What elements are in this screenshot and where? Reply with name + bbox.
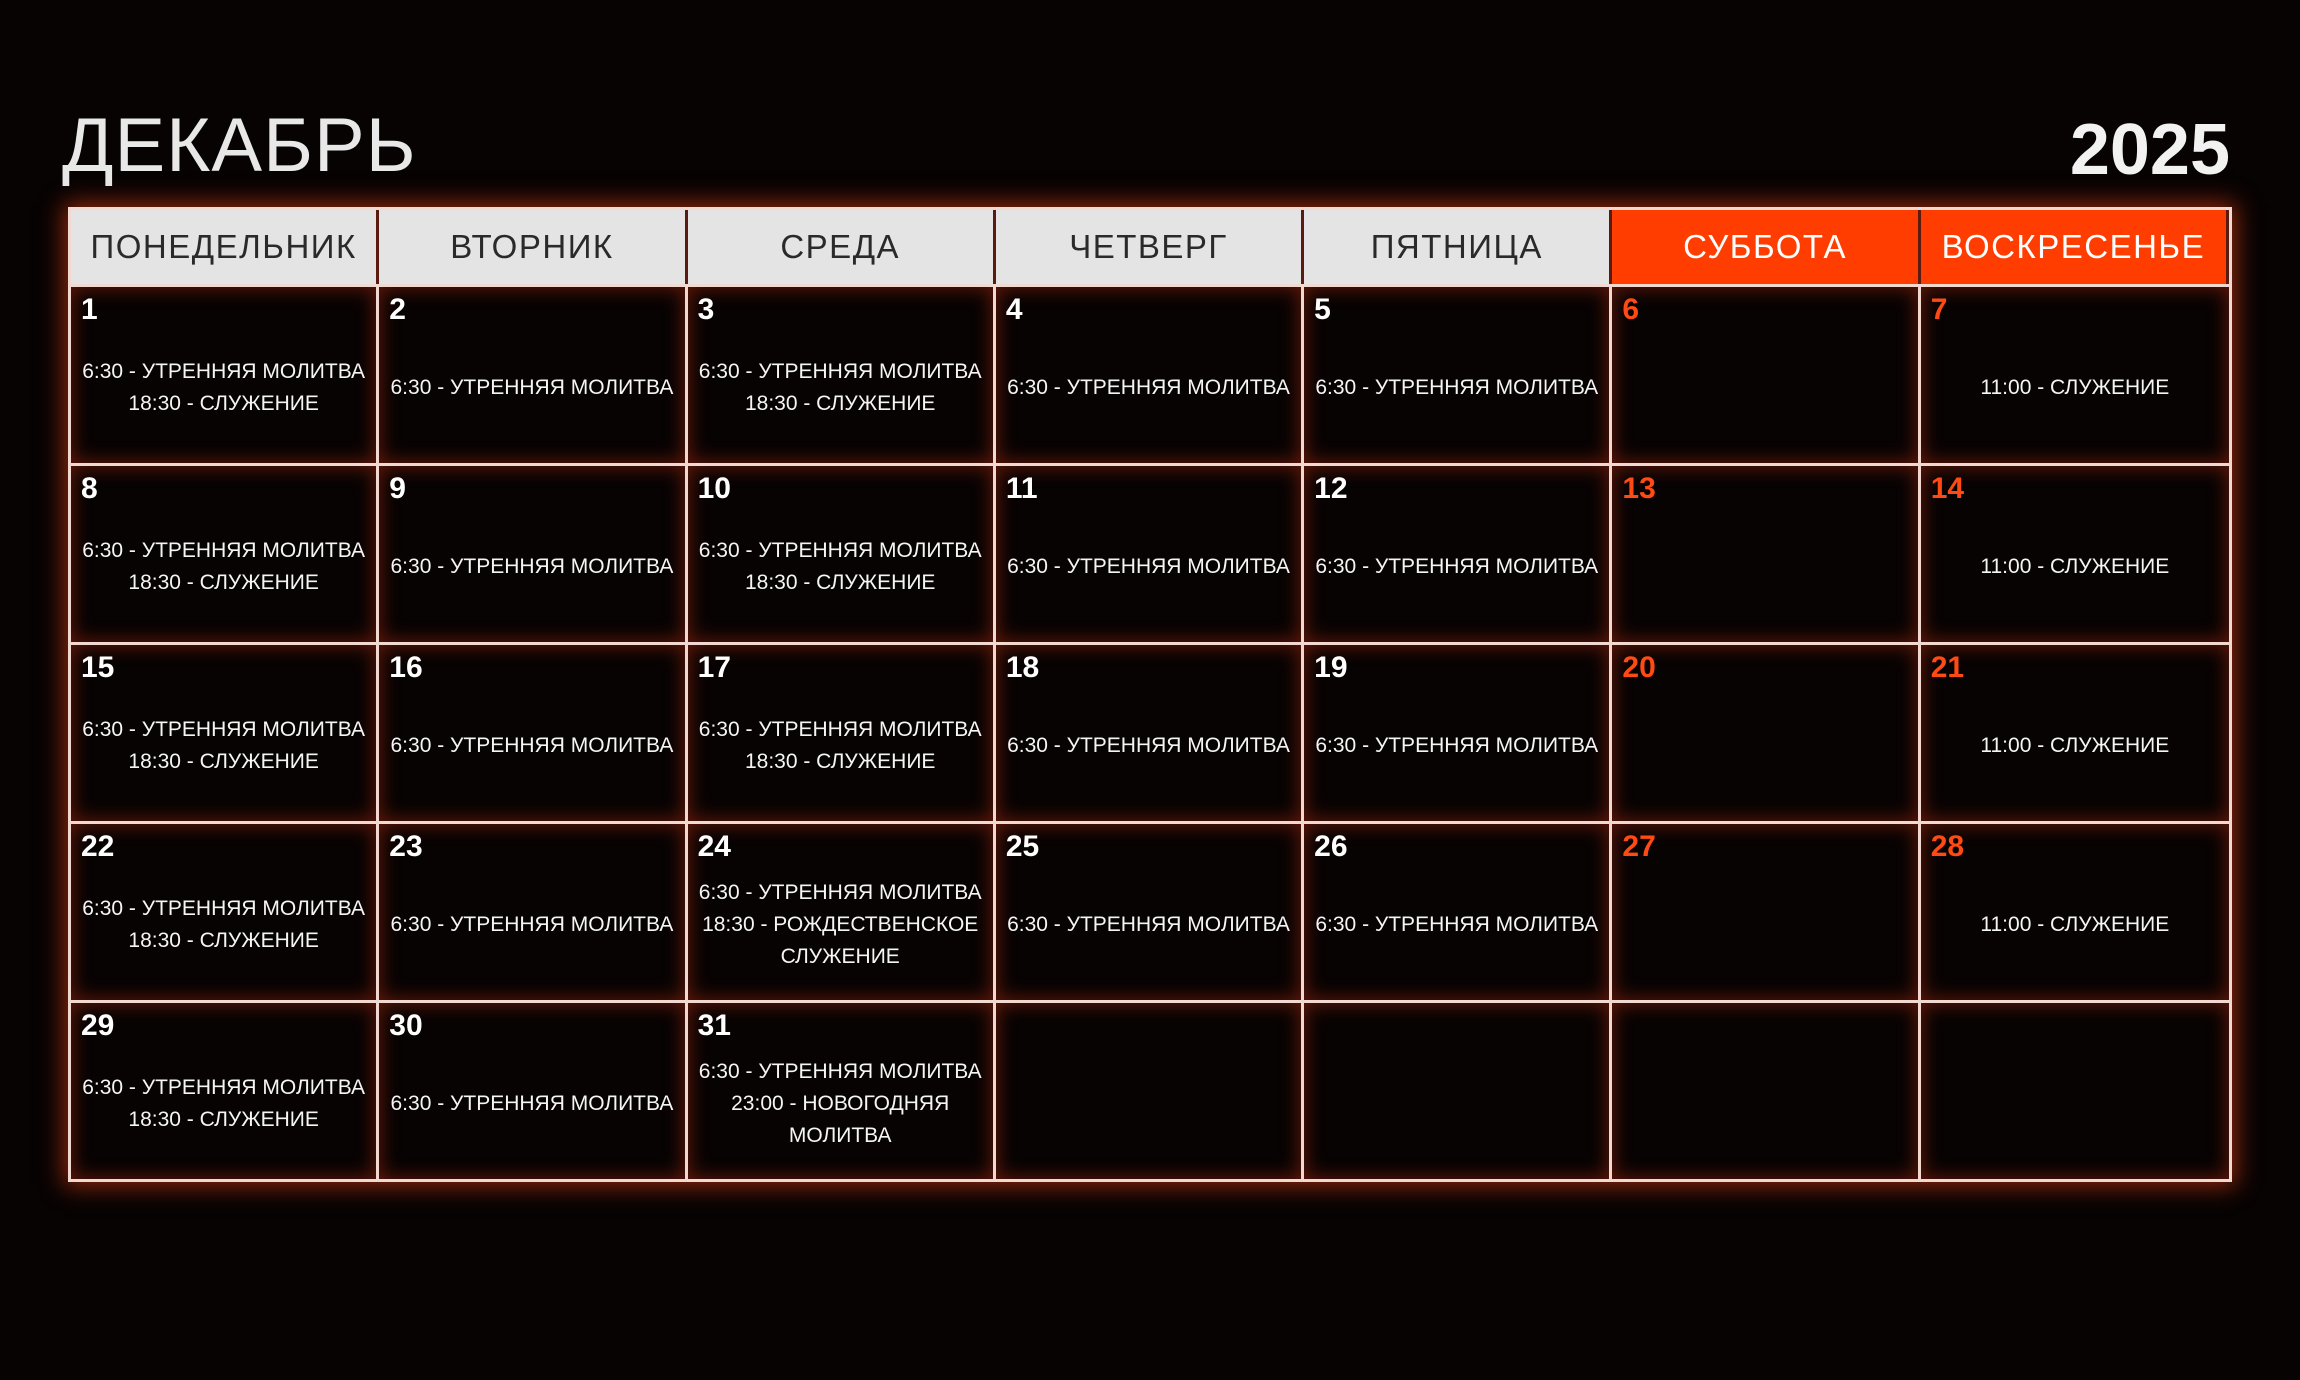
day-cell[interactable] [688, 284, 996, 463]
event-list [379, 1062, 684, 1120]
event-item: 6:30 - УТРЕННЯЯ МОЛИТВА [1315, 555, 1599, 578]
event-item: 18:30 - СЛУЖЕНИЕ [128, 571, 319, 594]
event-list [688, 851, 993, 973]
event-item: 23:00 - НОВОГОДНЯЯ МОЛИТВА [731, 1092, 950, 1147]
event-list [379, 704, 684, 762]
day-cell[interactable] [71, 463, 379, 642]
day-number: 16 [389, 651, 423, 684]
event-item: 18:30 - СЛУЖЕНИЕ [744, 750, 936, 773]
event-item: 11:00 - СЛУЖЕНИЕ [1980, 555, 2170, 578]
day-number: 12 [1314, 472, 1348, 505]
event-list [996, 704, 1301, 762]
event-item: 6:30 - УТРЕННЯЯ МОЛИТВА [390, 734, 674, 757]
day-number: 7 [1930, 293, 1948, 326]
event-list [688, 509, 993, 599]
event-item: 6:30 - УТРЕННЯЯ МОЛИТВА [698, 881, 982, 904]
day-number: 8 [81, 472, 98, 505]
event-item: 6:30 - УТРЕННЯЯ МОЛИТВА [390, 1092, 674, 1115]
day-number: 15 [81, 651, 115, 684]
day-number: 25 [1005, 830, 1040, 863]
day-number: 18 [1005, 651, 1040, 684]
event-item: 18:30 - СЛУЖЕНИЕ [744, 392, 936, 415]
day-number: 24 [697, 830, 731, 863]
day-cell[interactable] [1921, 463, 2229, 642]
event-item: 6:30 - УТРЕННЯЯ МОЛИТВА [1007, 734, 1290, 757]
day-cell[interactable] [1612, 463, 1920, 642]
event-item: 11:00 - СЛУЖЕНИЕ [1980, 913, 2170, 936]
weekday-header: ЧЕТВЕРГ [996, 210, 1304, 284]
event-item: 6:30 - УТРЕННЯЯ МОЛИТВА [698, 1060, 982, 1083]
day-cell[interactable] [1612, 1000, 1920, 1179]
day-cell[interactable] [1921, 821, 2229, 1000]
calendar-grid [68, 207, 2232, 1182]
event-item: 11:00 - СЛУЖЕНИЕ [1980, 376, 2170, 399]
event-item: 11:00 - СЛУЖЕНИЕ [1980, 734, 2170, 757]
event-item: 18:30 - СЛУЖЕНИЕ [128, 929, 319, 952]
day-cell[interactable] [996, 642, 1304, 821]
event-list [1304, 883, 1609, 941]
weekday-header: СУББОТА [1612, 210, 1920, 284]
event-list [996, 883, 1301, 941]
day-cell[interactable] [688, 1000, 996, 1179]
day-number: 21 [1930, 651, 1965, 684]
day-number: 29 [81, 1009, 115, 1042]
day-number: 23 [389, 830, 423, 863]
event-list [379, 346, 684, 404]
day-cell[interactable] [996, 1000, 1304, 1179]
event-list [379, 525, 684, 583]
event-item: 6:30 - УТРЕННЯЯ МОЛИТВА [82, 897, 366, 920]
event-list [71, 509, 376, 599]
event-item: 18:30 - СЛУЖЕНИЕ [128, 1108, 319, 1131]
day-cell[interactable] [1304, 1000, 1612, 1179]
event-item: 6:30 - УТРЕННЯЯ МОЛИТВА [390, 913, 674, 936]
day-number: 13 [1622, 472, 1656, 505]
event-item: 6:30 - УТРЕННЯЯ МОЛИТВА [1315, 376, 1599, 399]
day-number: 10 [697, 472, 731, 505]
day-cell[interactable] [71, 1000, 379, 1179]
event-list [688, 688, 993, 778]
weekday-header: ВТОРНИК [379, 210, 687, 284]
event-list [1921, 346, 2229, 404]
day-cell[interactable] [379, 821, 687, 1000]
day-cell[interactable] [1921, 284, 2229, 463]
day-cell[interactable] [1304, 642, 1612, 821]
event-item: 6:30 - УТРЕННЯЯ МОЛИТВА [698, 539, 982, 562]
day-number: 9 [389, 472, 406, 505]
day-number: 4 [1005, 293, 1023, 326]
event-item: 6:30 - УТРЕННЯЯ МОЛИТВА [82, 1076, 366, 1099]
day-number: 19 [1314, 651, 1348, 684]
day-cell[interactable] [1304, 463, 1612, 642]
event-list [71, 688, 376, 778]
day-number: 28 [1930, 830, 1965, 863]
day-cell[interactable] [71, 821, 379, 1000]
day-number: 31 [697, 1009, 731, 1042]
day-cell[interactable] [688, 821, 996, 1000]
event-list [996, 525, 1301, 583]
event-item: 6:30 - УТРЕННЯЯ МОЛИТВА [1315, 913, 1599, 936]
day-number: 6 [1622, 293, 1640, 326]
day-cell[interactable] [688, 642, 996, 821]
day-number: 30 [389, 1009, 423, 1042]
day-cell[interactable] [379, 463, 687, 642]
day-number: 3 [697, 293, 715, 326]
day-cell[interactable] [71, 642, 379, 821]
event-list [1921, 704, 2229, 762]
event-list [688, 1030, 993, 1152]
day-number: 27 [1622, 830, 1656, 863]
event-item: 6:30 - УТРЕННЯЯ МОЛИТВА [82, 539, 366, 562]
day-number: 17 [697, 651, 731, 684]
day-number: 5 [1314, 293, 1331, 326]
day-number: 2 [389, 293, 406, 326]
event-item: 6:30 - УТРЕННЯЯ МОЛИТВА [390, 555, 674, 578]
day-cell[interactable] [996, 821, 1304, 1000]
day-cell[interactable] [1612, 821, 1920, 1000]
year-title: 2025 [2069, 110, 2230, 190]
day-cell[interactable] [1612, 284, 1920, 463]
day-cell[interactable] [71, 284, 379, 463]
event-list [1304, 525, 1609, 583]
event-list [71, 330, 376, 420]
event-list [1304, 346, 1609, 404]
weekday-header: ПЯТНИЦА [1304, 210, 1612, 284]
month-title: ДЕКАБРЬ [62, 103, 417, 188]
weekday-header: ПОНЕДЕЛЬНИК [71, 210, 379, 284]
day-cell[interactable] [1921, 1000, 2229, 1179]
event-list [1921, 525, 2229, 583]
event-item: 6:30 - УТРЕННЯЯ МОЛИТВА [1315, 734, 1599, 757]
event-list [71, 1046, 376, 1136]
day-number: 11 [1005, 472, 1038, 505]
event-list [1921, 883, 2229, 941]
event-item: 18:30 - РОЖДЕСТВЕНСКОЕ СЛУЖЕНИЕ [702, 913, 979, 968]
event-item: 6:30 - УТРЕННЯЯ МОЛИТВА [82, 718, 366, 741]
day-cell[interactable] [1304, 284, 1612, 463]
event-item: 6:30 - УТРЕННЯЯ МОЛИТВА [1007, 555, 1290, 578]
event-item: 6:30 - УТРЕННЯЯ МОЛИТВА [390, 376, 674, 399]
event-list [71, 867, 376, 957]
day-cell[interactable] [379, 642, 687, 821]
day-number: 22 [81, 830, 115, 863]
event-item: 18:30 - СЛУЖЕНИЕ [744, 571, 936, 594]
day-cell[interactable] [1921, 642, 2229, 821]
event-item: 6:30 - УТРЕННЯЯ МОЛИТВА [698, 360, 982, 383]
event-item: 6:30 - УТРЕННЯЯ МОЛИТВА [698, 718, 982, 741]
event-item: 6:30 - УТРЕННЯЯ МОЛИТВА [82, 360, 366, 383]
event-item: 6:30 - УТРЕННЯЯ МОЛИТВА [1007, 376, 1290, 399]
day-cell[interactable] [688, 463, 996, 642]
day-cell[interactable] [1304, 821, 1612, 1000]
event-item: 6:30 - УТРЕННЯЯ МОЛИТВА [1007, 913, 1290, 936]
event-item: 18:30 - СЛУЖЕНИЕ [128, 392, 319, 415]
day-number: 20 [1622, 651, 1656, 684]
event-list [996, 346, 1301, 404]
day-number: 1 [81, 293, 98, 326]
day-cell[interactable] [1612, 642, 1920, 821]
day-number: 14 [1930, 472, 1965, 505]
weekday-header: СРЕДА [688, 210, 996, 284]
event-list [379, 883, 684, 941]
day-number: 26 [1314, 830, 1348, 863]
day-cell[interactable] [379, 1000, 687, 1179]
day-cell[interactable] [996, 463, 1304, 642]
event-list [688, 330, 993, 420]
event-list [1304, 704, 1609, 762]
day-cell[interactable] [379, 284, 687, 463]
weekday-header: ВОСКРЕСЕНЬЕ [1921, 210, 2229, 284]
event-item: 18:30 - СЛУЖЕНИЕ [128, 750, 319, 773]
day-cell[interactable] [996, 284, 1304, 463]
